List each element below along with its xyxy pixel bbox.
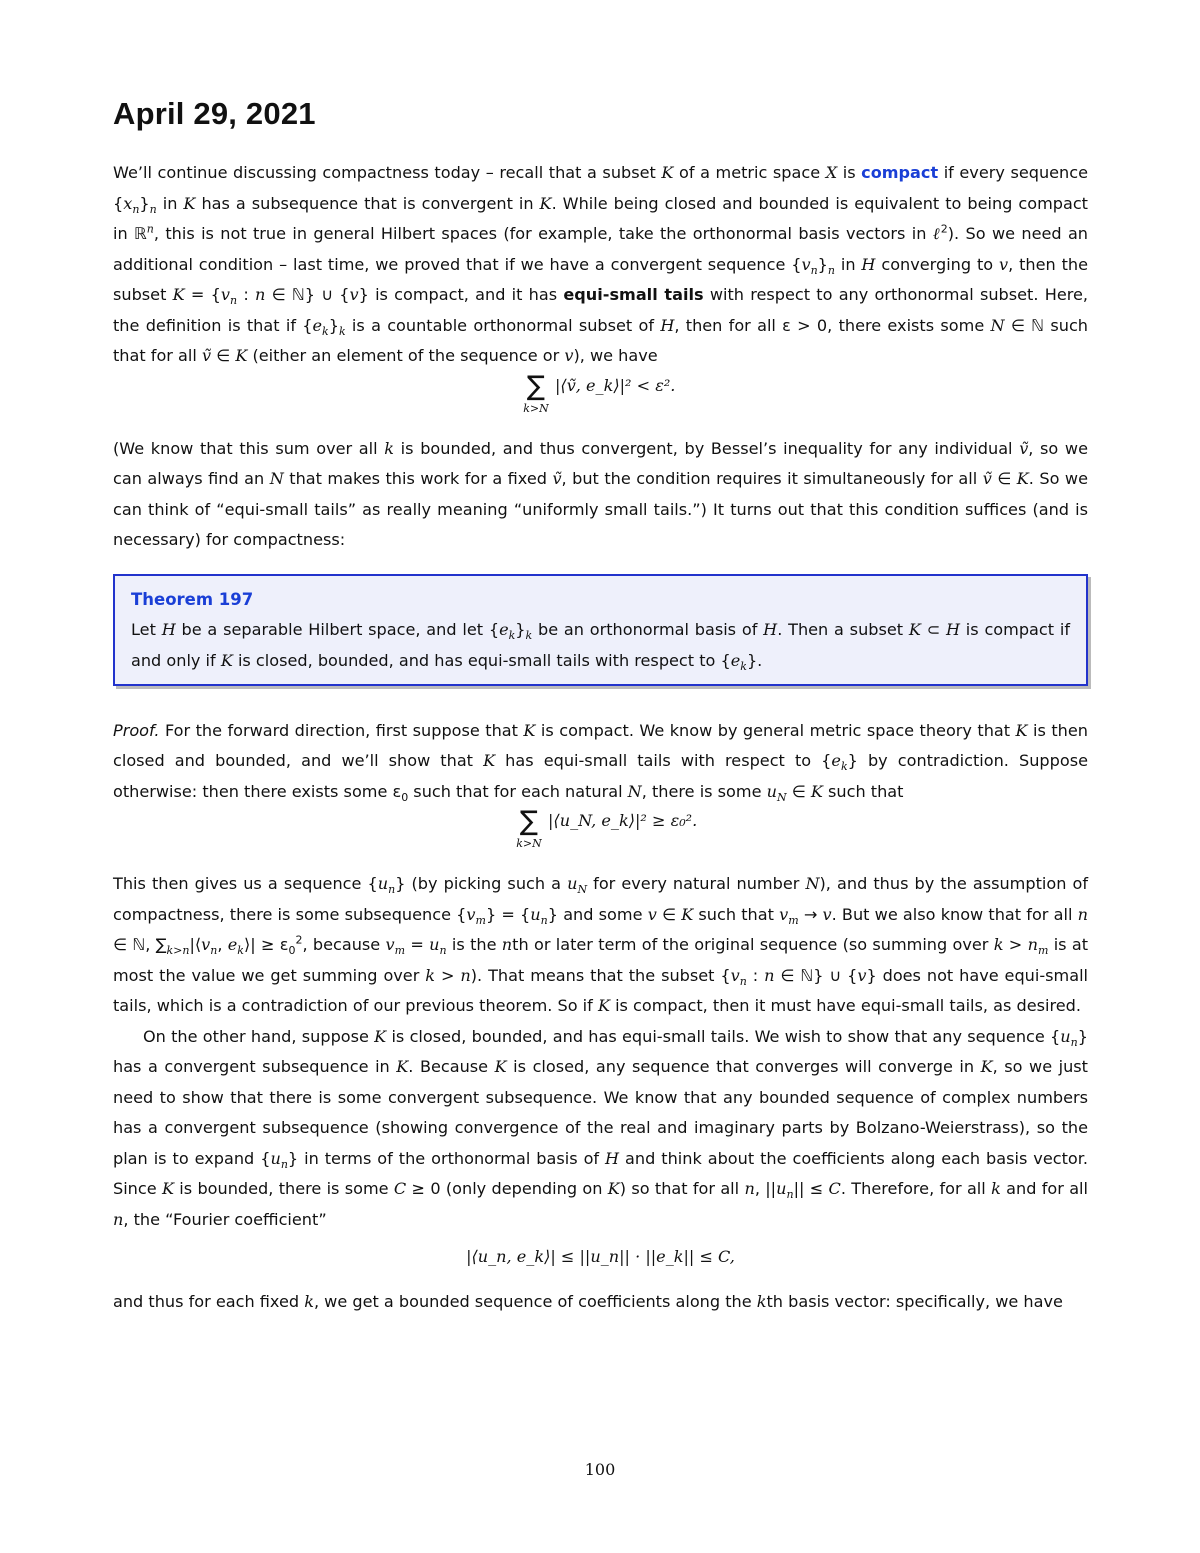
equation-expression: |⟨u_N, e_k⟩|² ≥ ε₀².: [548, 811, 698, 830]
summation-limit: k>N: [523, 401, 549, 415]
display-equation-contradiction: [113, 807, 1088, 869]
keyword-compact: compact: [861, 163, 939, 182]
summation-symbol: ∑: [519, 806, 539, 837]
equation-expression: |⟨ṽ, e_k⟩|² < ε².: [555, 375, 676, 395]
summation-symbol: ∑: [526, 370, 546, 402]
proof-label: Proof.: [113, 720, 160, 740]
section-heading: April 29, 2021: [113, 96, 316, 131]
display-equation-tail-sum: [113, 372, 1088, 434]
remark-paragraph: (We know that this sum over all k is bounded, and thus convergent, by Bessel’s inequality for any individual ṽ, so we can always find an N that makes this work for a fixed ṽ, but the condition requires it simultaneously for all ṽ ∈ K. So we can think of “equi-small tails” as really meaning “uniformly small tails.”) It turns out that this condition suffices (and is necessary) for compactness:: [113, 438, 1088, 549]
theorem-title: Theorem 197: [131, 589, 254, 609]
display-equation-fourier-bound: [113, 1235, 1088, 1287]
proof-paragraph-subsequence: This then gives us a sequence $\{u_n\}$ (by picking such a $u_N$ for every natural number N), and thus by the assumption of compactness, there is some subsequence $\{v_m\} = \{u_n\}$ and some v ∈ K such that $v_m \to v$. But we also know that for all n ∈ ℕ, $\sum_{k>n}|⟨v_n$, $e_k⟩| \ge \varepsilon_0^2$, because $v_m = u_n$ is the nth or later term of the original sequence (so summing over $k > n_m$ is at most the value we get summing over k > n). That means that the subset {$v_n$ : n ∈ ℕ} ∪ {v} does not have equi-small tails, which is a contradiction of our previous theorem. So if K is compact, then it must have equi-small tails, as desired.: [113, 874, 1089, 1015]
intro-paragraph: We’ll continue discussing compactness today – recall that a subset K of a metric space X is compact if every sequence $\{x_n\}_n$ in K has a subsequence that is convergent in K. While being closed and bounded is equivalent to being compact in ℝ$^n$, this is not true in general Hilbert spaces (for example, take the orthonormal basis vectors in ℓ$^2$). So we need an additional condition – last time, we proved that if we have a convergent sequence $\{v_n\}_n$ in H converging to v, then the subset $K = \{v_n$ : n ∈ ℕ} ∪ {v} is compact, and it has equi-small tails with respect to any orthonormal subset. Here, the definition is that if $\{e_k\}_k$ is a countable orthonormal subset of H, then for all ε > 0, there exists some N ∈ ℕ such that for all ṽ ∈ K (either an element of the sequence or v), we have: [113, 163, 1089, 365]
document-page: [113, 96, 1088, 1318]
equation-expression: |⟨u_n, e_k⟩| ≤ ||u_n|| · ||e_k|| ≤ C,: [466, 1247, 735, 1266]
theorem-box: [113, 574, 1088, 686]
proof-paragraph-forward: Proof. For the forward direction, first suppose that K is compact. We know by general metric space theory that K is then closed and bounded, and we’ll show that K has equi-small tails with respect to $\{e_k\}$ by contradiction. Suppose otherwise: then there exists some $\varepsilon_0$ such that for each natural N, there is some $u_N$ ∈ K such that: [113, 720, 1088, 804]
closing-paragraph: and thus for each fixed k, we get a bounded sequence of coefficients along the kth basis vector: specifically, we have: [113, 1292, 1063, 1311]
summation-limit: k>N: [516, 837, 542, 850]
proof-paragraph-reverse: On the other hand, suppose K is closed, bounded, and has equi-small tails. We wish to show that any sequence $\{u_n\}$ has a convergent subsequence in K. Because K is closed, any sequence that converges will converge in K, so we just need to show that there is some convergent subsequence. We know that any bounded sequence of complex numbers has a convergent subsequence (showing convergence of the real and imaginary parts by Bolzano-Weierstrass), so the plan is to expand $\{u_n\}$ in terms of the orthonormal basis of H and think about the coefficients along each basis vector. Since K is bounded, there is some C ≥ 0 (only depending on K) so that for all n, $||u_n|| \le C$. Therefore, for all k and for all n, the “Fourier coefficient”: [113, 1026, 1088, 1229]
page-number: 100: [584, 1460, 616, 1479]
theorem-statement: Let H be a separable Hilbert space, and let $\{e_k\}_k$ be an orthonormal basis of H. Then a subset K ⊂ H is compact if and only if K is closed, bounded, and has equi-small tails with respect to $\{e_k\}$.: [131, 619, 1070, 673]
term-equi-small-tails: equi-small tails: [563, 285, 704, 304]
